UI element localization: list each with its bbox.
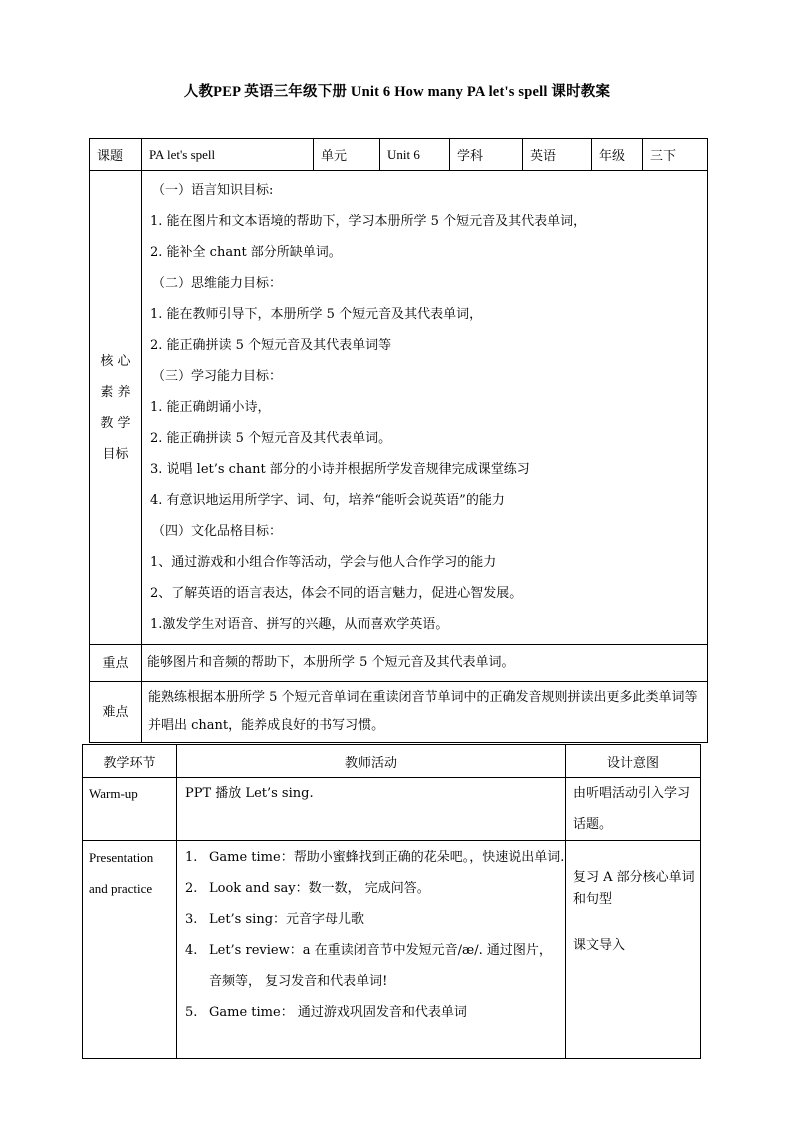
- intent-lead-in: 课文导入: [573, 938, 626, 953]
- objective-line: 2. 能正确拼读 5 个短元音及其代表单词等: [150, 338, 392, 353]
- topic-label: 课题: [90, 139, 142, 171]
- warmup-stage: Warm-up: [83, 778, 177, 841]
- process-header-row: [83, 745, 701, 778]
- presentation-stage-line: and practice: [89, 881, 153, 896]
- objective-line: 1. 能在教师引导下，本册所学 5 个短元音及其代表单词，: [150, 307, 483, 322]
- objectives-label-line: 核 心: [100, 353, 131, 369]
- presentation-row: [83, 841, 701, 1059]
- objective-line: 1. 能正确朗诵小诗，: [150, 400, 271, 415]
- key-point-text: 能够图片和音频的帮助下，本册所学 5 个短元音及其代表单词。: [142, 645, 708, 682]
- intent-header: 设计意图: [566, 745, 701, 778]
- activity-step: [185, 842, 565, 873]
- grade-label: 年级: [592, 139, 643, 171]
- teaching-process-table: [82, 744, 701, 1059]
- step-text: Game time：帮助小蜜蜂找到正确的花朵吧。，快速说出单词.: [209, 850, 565, 865]
- objective-line: 1. 能在图片和文本语境的帮助下，学习本册所学 5 个短元音及其代表单词，: [150, 214, 587, 229]
- presentation-activities: [177, 841, 566, 1059]
- step-number: 3.: [185, 912, 198, 927]
- objective-line: 4. 有意识地运用所学字、词、句，培养“能听会说英语”的能力: [150, 493, 505, 508]
- objective-line: 2. 能补全 chant 部分所缺单词。: [150, 245, 342, 260]
- objective-line: （一）语言知识目标:: [152, 183, 274, 198]
- topic-value: PA let's spell: [142, 139, 314, 171]
- step-text: Look and say：数一数， 完成问答。: [209, 881, 430, 896]
- step-number: 1.: [185, 850, 198, 865]
- activity-step: [185, 935, 565, 997]
- lesson-info-table: [89, 138, 708, 743]
- warmup-row: [83, 778, 701, 841]
- key-point-label: 重点: [90, 645, 142, 682]
- document-title: 人教PEP 英语三年级下册 Unit 6 How many PA let's spell 课时教案: [183, 84, 611, 100]
- activity-header: 教师活动: [177, 745, 566, 778]
- step-number: 4.: [185, 943, 198, 958]
- objective-line: 2、了解英语的语言表达，体会不同的语言魅力，促进心智发展。: [150, 586, 523, 601]
- presentation-stage: [83, 841, 177, 1059]
- subject-value: 英语: [523, 139, 592, 171]
- difficulty-text: 能熟练根据本册所学 5 个短元音单词在重读闭音节单词中的正确发音规则拼读出更多此类单词等并唱出 chant，能养成良好的书写习惯。: [142, 682, 708, 743]
- warmup-activity: PPT 播放 Let’s sing.: [177, 778, 566, 841]
- objectives-label-line: 素 养: [100, 384, 131, 400]
- objectives-content: [142, 171, 708, 645]
- subject-label: 学科: [450, 139, 523, 171]
- objectives-label: [90, 171, 142, 645]
- step-number: 2.: [185, 881, 198, 896]
- warmup-intent: 由听唱活动引入学习话题。: [566, 778, 701, 841]
- objectives-label-line: 教 学: [100, 415, 131, 431]
- presentation-stage-line: Presentation: [89, 850, 154, 865]
- difficulty-label: 难点: [90, 682, 142, 743]
- objective-line: （二）思维能力目标：: [152, 276, 283, 291]
- objective-line: 1、通过游戏和小组合作等活动，学会与他人合作学习的能力: [150, 555, 497, 570]
- header-row: [90, 139, 708, 171]
- grade-value: 三下: [643, 139, 708, 171]
- step-text: Let’s review：a 在重读闭音节中发短元音/æ/. 通过图片， 音频等， 复习发音和代表单词!: [209, 943, 552, 989]
- stage-header: 教学环节: [83, 745, 177, 778]
- activity-step: [185, 997, 565, 1028]
- activity-step: [185, 873, 565, 904]
- activity-step: [185, 904, 565, 935]
- key-point-row: [90, 645, 708, 682]
- step-text: Let’s sing：元音字母儿歌: [209, 912, 365, 927]
- step-text: Game time： 通过游戏巩固发音和代表单词: [209, 1005, 467, 1020]
- objective-line: （三）学习能力目标：: [152, 369, 283, 384]
- unit-label: 单元: [314, 139, 380, 171]
- objectives-row: [90, 171, 708, 645]
- objective-line: 2. 能正确拼读 5 个短元音及其代表单词。: [150, 431, 392, 446]
- step-number: 5.: [185, 1005, 198, 1020]
- objective-line: 3. 说唱 let’s chant 部分的小诗并根据所学发音规律完成课堂练习: [150, 462, 530, 477]
- objective-line: （四）文化品格目标：: [152, 524, 283, 539]
- presentation-intent: [566, 841, 701, 1059]
- unit-value: Unit 6: [380, 139, 450, 171]
- difficulty-row: [90, 682, 708, 743]
- objective-line: 1.激发学生对语音、拼写的兴趣，从而喜欢学英语。: [150, 617, 449, 632]
- intent-review: 复习 A 部分核心单词和句型: [573, 870, 695, 907]
- objectives-label-line: 目标: [102, 446, 129, 462]
